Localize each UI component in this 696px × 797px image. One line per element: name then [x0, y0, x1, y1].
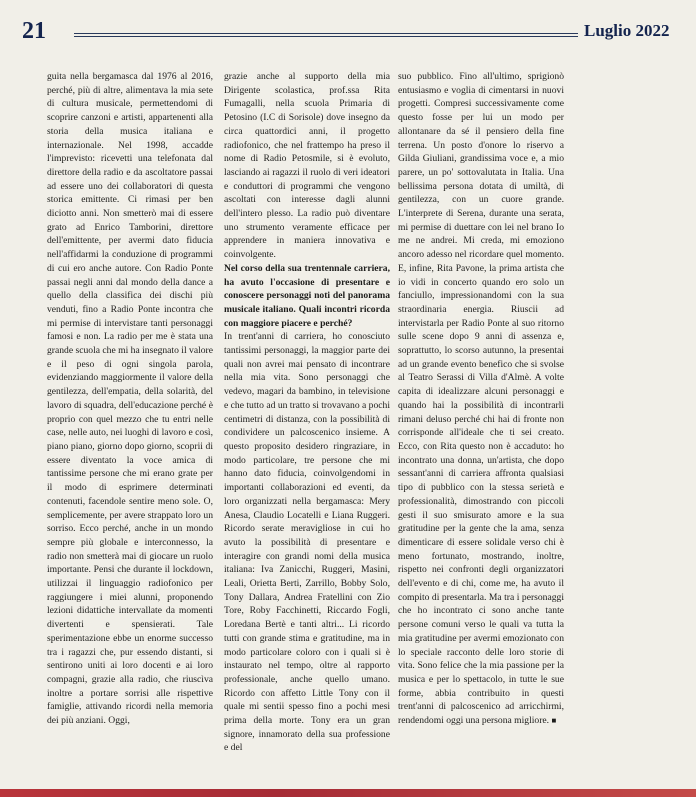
issue-date: Luglio 2022	[584, 21, 670, 40]
article-column-2	[224, 70, 390, 790]
page-number: 21	[22, 18, 46, 44]
column-3-paragraph	[398, 70, 564, 728]
end-of-article-mark: ■	[551, 716, 557, 726]
column-2-intro-text: grazie anche al supporto della mia Dirigente scolastica, prof.ssa Rita Fumagalli, nella scuola Primaria di Petosino (I.C di Sorisole) dove insegno da circa quattordici anni, il progetto radiofonico, che nel frattempo ha preso il nome di Radio Petosmile, si è evoluto, lasciando ai ragazzi il ruolo di veri ideatori e conduttori di programmi che vengono ascoltati con interesse dagli alunni dell'intero plesso. La radio può diventare uno strumento veramente efficace per apprendere in maniera innovativa e coinvolgente.	[224, 71, 390, 261]
column-3-text: suo pubblico. Fino all'ultimo, sprigionò entusiasmo e voglia di cimentarsi in nuovi progetti. Compresi successivamente come questo fosse per lui un modo per allontanare da sé il pensiero della fine terrena. Un posto d'onore lo riservo a Gilda Giuliani, grandissima voce e, a mio parere, un po' sottovalutata in Italia. Una bellissima persona dotata di umiltà, di gentilezza, con un cuore grande. L'interprete di Serena, durante una serata, mi permise di duettare con lei nel brano Io me ne andrei. Mi creda, mi emoziono ancoro adesso nel ricordare quel momento. E, infine, Rita Pavone, la prima artista che io vidi in concerto quando ero solo un fanciullo, impressionandomi con la sua straordinaria energia. Riuscii ad intervistarla per Radio Ponte al suo ritorno sulle scene dopo 9 anni di assenza e, soprattutto, lo scorso autunno, la presentai ad un grande evento benefico che si svolse al Teatro Serassi di Villa d'Almè. A volte capita di idealizzare alcuni personaggi e quando hai la possibilità di incontrarli rimani deluso perché chi hai di fronte non corrisponde all'ideale che ti sei creato. Ecco, con Rita questo non è accaduto: ho incontrato una donna, un'artista, che dopo sessant'anni di carriera affronta qualsiasi tipo di pubblico con la stessa serietà e professionalità, dimostrando con piccoli gesti il suo smisurato amore e la sua gratitudine per la gente che la ama, senza dimenticare di essere solidale verso chi è meno fortunato, mostrando, inoltre, rispetto nei confronti degli organizzatori dell'evento e di chi, come me, ha avuto il compito di presentarla. Ma tra i personaggi che ho incontrato ci sono anche tante persone comuni verso le quali va tutta la mia gratitudine per avermi emozionato con lo speciale racconto delle loro storie di vita. Sono felice che la mia passione per la musica e per lo spettacolo, in tutte le sue forme, abbia contribuito in questi trent'anni di palcoscenico ad arricchirmi, rendendomi oggi una persona migliore.	[398, 71, 564, 727]
article-column-1	[47, 70, 213, 790]
interview-answer-text: In trent'anni di carriera, ho conosciuto tantissimi personaggi, la maggior parte dei quali non avrei mai pensato di incontrare nella mia vita. Sono personaggi che vedevo, magari da bambino, in televisione e che tutto ad un tratto si trovavano a pochi centimetri di distanza, con la possibilità di condividere un palcoscenico insieme. A questo proposito desidero ringraziare, in modo particolare, tre persone che mi hanno dato fiducia, coinvolgendomi in importanti collaborazioni ed eventi, da loro organizzati nella bergamasca: Mery Anesa, Claudio Locatelli e Liana Ruggeri. Ricordo serate meravigliose in cui ho avuto la possibilità di presentare e interagire con grandi nomi della musica italiana: Iva Zanicchi, Ruggeri, Masini, Leali, Orietta Berti, Zarrillo, Bobby Solo, Tony Dallara, Andrea Fratellini con Zio Tore, Roby Facchinetti, Riccardo Fogli, Loredana Bertè e tanti altri... Li ricordo tutti con grande stima e gratitudine, ma in modo particolare coloro con i quali si è instaurato nel tempo, oltre al rapporto professionale, anche quello umano. Ricordo con affetto Little Tony con il quale mi sentii spesso fino a pochi mesi prima della morte. Tony era un gran signore, innamorato della sua professione e del	[224, 331, 390, 754]
bottom-color-strip	[0, 789, 696, 797]
interview-question: Nel corso della sua trentennale carriera, ha avuto l'occasione di presentare e conoscere personaggi noti del panorama musicale italiano. Quali incontri ricorda con maggiore piacere e perché?	[224, 262, 390, 329]
column-1-text: guita nella bergamasca dal 1976 al 2016, perché, più di altre, alimentava la mia sete di cultura musicale, permettendomi di scoprire canzoni e artisti, appartenenti alla storia della musica italiana e internazionale. Nel 1998, accadde l'imprevisto: ricevetti una telefonata dal direttore della radio e da ascoltatore passai ad essere uno dei collaboratori di questa storica emittente. Ci rimasi per ben diciotto anni. Non smetterò mai di essere grato ad Enrico Tamborini, direttore dell'emittente, per avermi dato fiducia nell'affidarmi la conduzione di programmi di cui ero anche autore. Con Radio Ponte passai negli anni dal mondo della dance a quello della classifica dei dischi più venduti, fino a Radio Ponte incontra che mi permise di intervistare tanti personaggi famosi e non. La radio per me è stata una grande scuola che mi ha insegnato il valore e il peso di ogni singola parola, evidenziando maggiormente il valore della gentilezza, dell'empatia, della solarità, del lavoro di squadra, dell'educazione perché è proprio con quel mezzo che tu entri nelle case, nelle auto, nei luoghi di lavoro e così, piano piano, giorno dopo giorno, scoprii di essere diventato la voce amica di tantissime persone che mi erano grate per il modo di esprimere determinati contenuti, facendole sentire meno sole. O, semplicemente, per avere strappato loro un sorriso. Ecco perché, anche in un mondo sempre più globale e interconnesso, la radio non smetterà mai di giocare un ruolo importante. Pensi che durante il lockdown, utilizzai il linguaggio radiofonico per raggiungere i miei alunni, proponendo lezioni didattiche intervallate da momenti divertenti e spensierati. Tale sperimentazione ebbe un enorme successo tra i ragazzi che, pur essendo distanti, si sentirono uniti ai loro docenti e ai loro compagni, grazie alla radio, che riuscìva inoltre a portare sorrisi alle rispettive famiglie, attivando ricordi nella memoria dei più anziani. Oggi,	[47, 71, 213, 727]
header-rule	[74, 33, 578, 37]
article-column-3	[398, 70, 564, 790]
page-header	[0, 0, 696, 58]
